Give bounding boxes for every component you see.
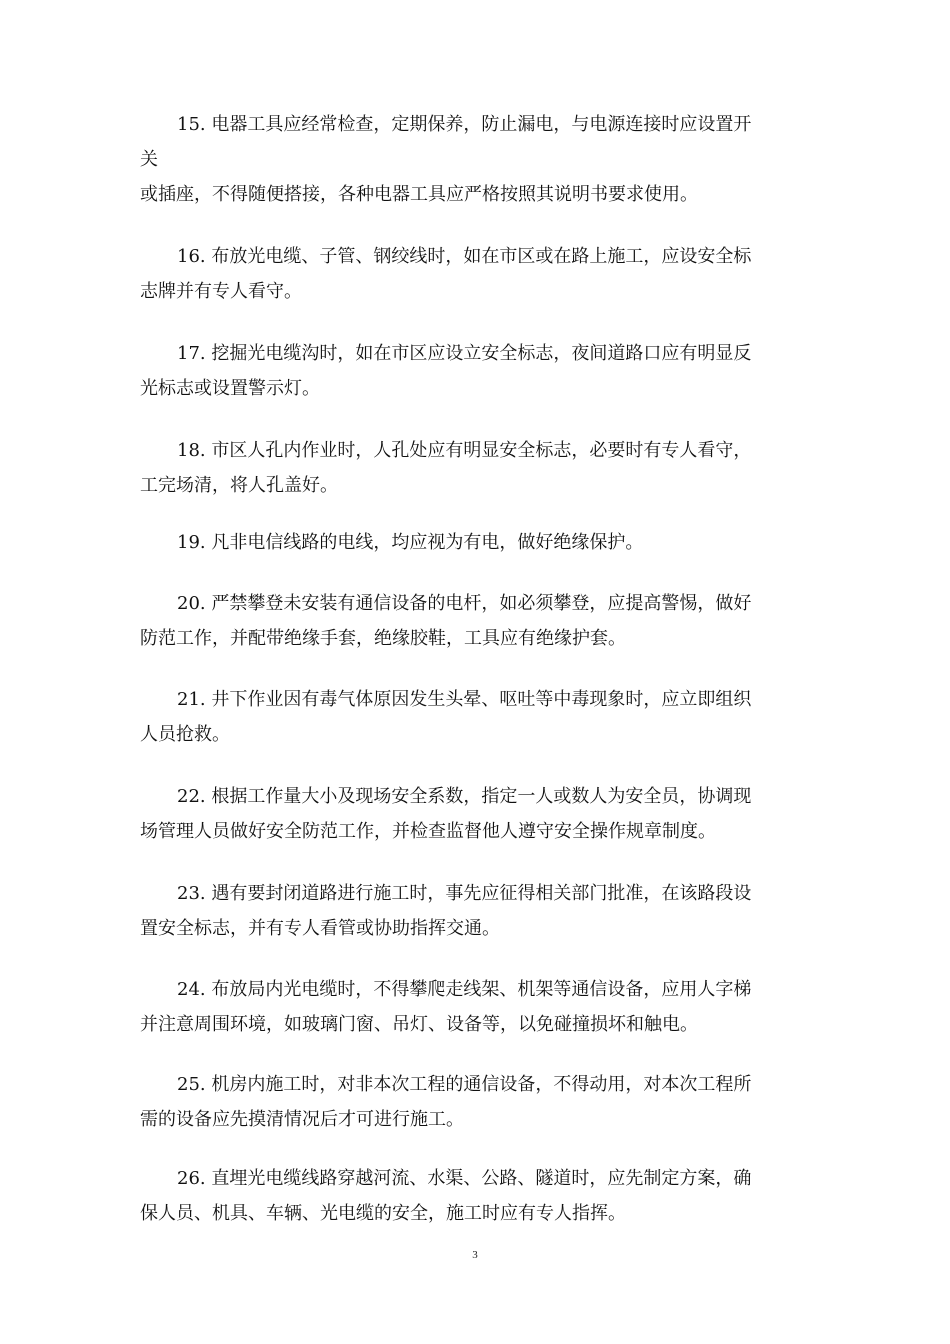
paragraph-16 — [140, 239, 800, 309]
paragraph-26 — [140, 1161, 800, 1231]
paragraph-line: 23. 遇有要封闭道路进行施工时，事先应征得相关部门批准，在该路段设 — [177, 883, 752, 904]
paragraph-line: 22. 根据工作量大小及现场安全系数，指定一人或数人为安全员，协调现 — [177, 786, 752, 807]
paragraph-18 — [140, 433, 800, 503]
paragraph-line: 21. 井下作业因有毒气体原因发生头晕、呕吐等中毒现象时，应立即组织 — [177, 689, 752, 710]
paragraph-23 — [140, 876, 800, 946]
paragraph-20 — [140, 586, 800, 656]
paragraph-22 — [140, 779, 800, 849]
paragraph-line: 保人员、机具、车辆、光电缆的安全，施工时应有专人指挥。 — [140, 1203, 626, 1224]
paragraph-line: 场管理人员做好安全防范工作，并检查监督他人遵守安全操作规章制度。 — [140, 821, 716, 842]
paragraph-line: 工完场清，将人孔盖好。 — [140, 475, 338, 496]
paragraph-15 — [140, 107, 800, 212]
paragraph-25 — [140, 1067, 800, 1137]
paragraph-line: 志牌并有专人看守。 — [140, 281, 302, 302]
paragraph-line: 16. 布放光电缆、子管、钢绞线时，如在市区或在路上施工，应设安全标 — [177, 246, 752, 267]
paragraph-line: 19. 凡非电信线路的电线，均应视为有电，做好绝缘保护。 — [177, 532, 644, 553]
page-number: 3 — [472, 1249, 478, 1261]
paragraph-line: 置安全标志，并有专人看管或协助指挥交通。 — [140, 918, 500, 939]
paragraph-21 — [140, 682, 800, 752]
paragraph-19 — [140, 525, 800, 560]
paragraph-line: 防范工作，并配带绝缘手套，绝缘胶鞋，工具应有绝缘护套。 — [140, 628, 626, 649]
paragraph-24 — [140, 972, 800, 1042]
paragraph-line: 20. 严禁攀登未安装有通信设备的电杆，如必须攀登，应提高警惕，做好 — [177, 593, 752, 614]
paragraph-line: 或插座，不得随便搭接，各种电器工具应严格按照其说明书要求使用。 — [140, 184, 698, 205]
paragraph-line: 并注意周围环境，如玻璃门窗、吊灯、设备等，以免碰撞损坏和触电。 — [140, 1014, 698, 1035]
paragraph-line: 光标志或设置警示灯。 — [140, 378, 320, 399]
paragraph-17 — [140, 336, 800, 406]
paragraph-line: 15. 电器工具应经常检查，定期保养，防止漏电，与电源连接时应设置开 — [177, 114, 752, 135]
paragraph-line: 25. 机房内施工时，对非本次工程的通信设备，不得动用，对本次工程所 — [177, 1074, 752, 1095]
paragraph-line: 18. 市区人孔内作业时，人孔处应有明显安全标志，必要时有专人看守， — [177, 440, 752, 461]
paragraph-line: 人员抢救。 — [140, 724, 230, 745]
paragraph-line: 24. 布放局内光电缆时，不得攀爬走线架、机架等通信设备，应用人字梯 — [177, 979, 752, 1000]
paragraph-line: 需的设备应先摸清情况后才可进行施工。 — [140, 1109, 464, 1130]
paragraph-line: 关 — [140, 149, 158, 170]
paragraph-line: 17. 挖掘光电缆沟时，如在市区应设立安全标志，夜间道路口应有明显反 — [177, 343, 752, 364]
paragraph-line: 26. 直埋光电缆线路穿越河流、水渠、公路、隧道时，应先制定方案，确 — [177, 1168, 752, 1189]
